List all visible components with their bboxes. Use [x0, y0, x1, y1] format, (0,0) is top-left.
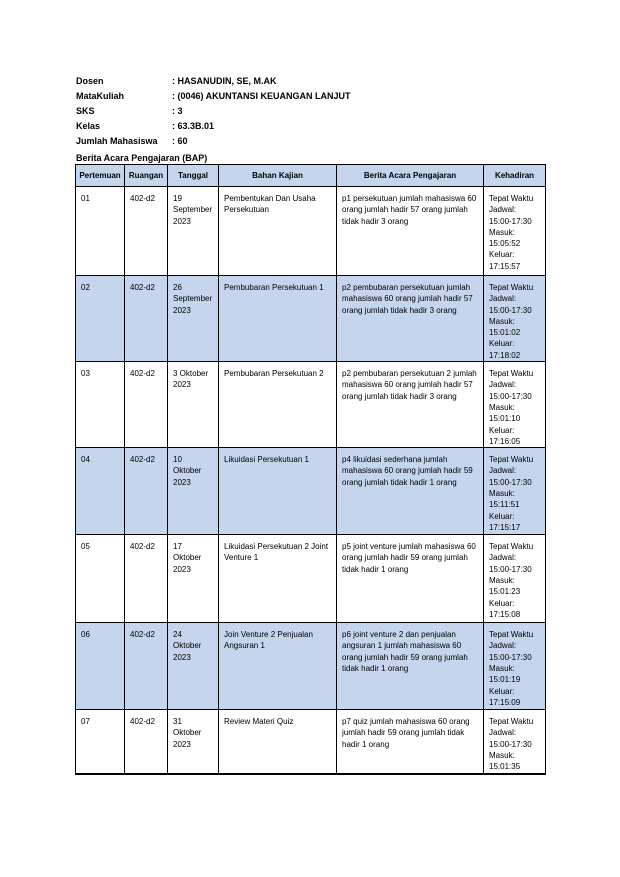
cell-tanggal: 17 Oktober 2023 [168, 535, 219, 623]
cell-bahan-kajian: Pembentukan Dan Usaha Persekutuan [219, 187, 337, 276]
cell-ruangan: 402-d2 [125, 362, 168, 448]
cell-berita-acara: p6 joint venture 2 dan penjualan angsuran 1 jumlah mahasiswa 60 orang jumlah hadir 59 orang jumlah tidak hadir 1 orang [337, 623, 484, 710]
table-row [76, 276, 546, 362]
cell-bahan-kajian: Likuidasi Persekutuan 1 [219, 448, 337, 535]
cell-berita-acara: p2 pembubaran persekutuan 2 jumlah mahasiswa 60 orang jumlah hadir 57 orang jumlah tidak hadir 3 orang [337, 362, 484, 448]
col-header-berita-acara: Berita Acara Pengajaran [337, 165, 484, 187]
cell-kehadiran: Tepat Waktu Jadwal: 15:00-17:30 Masuk: 15:01:02 Keluar: 17:18:02 [484, 276, 546, 362]
cell-kehadiran: Tepat Waktu Jadwal: 15:00-17:30 Masuk: 15:05:52 Keluar: 17:15:57 [484, 187, 546, 276]
cell-tanggal: 31 Oktober 2023 [168, 710, 219, 775]
cell-pertemuan: 03 [76, 362, 125, 448]
cell-tanggal: 19 September 2023 [168, 187, 219, 276]
cell-ruangan: 402-d2 [125, 623, 168, 710]
info-value: : (0046) AKUNTANSI KEUANGAN LANJUT [172, 91, 351, 101]
col-header-ruangan: Ruangan [125, 165, 168, 187]
cell-tanggal: 26 September 2023 [168, 276, 219, 362]
info-row-dosen [76, 74, 351, 89]
cell-berita-acara: p7 quiz jumlah mahasiswa 60 orang jumlah hadir 59 orang jumlah tidak hadir 1 orang [337, 710, 484, 775]
cell-ruangan: 402-d2 [125, 448, 168, 535]
table-row [76, 362, 546, 448]
info-row-sks [76, 104, 351, 119]
section-title: Berita Acara Pengajaran (BAP) [76, 153, 208, 163]
cell-berita-acara: p2 pembubaran persekutuan jumlah mahasiswa 60 orang jumlah hadir 57 orang jumlah tidak hadir 3 orang [337, 276, 484, 362]
table-row [76, 448, 546, 535]
cell-pertemuan: 04 [76, 448, 125, 535]
cell-bahan-kajian: Join Venture 2 Penjualan Angsuran 1 [219, 623, 337, 710]
cell-ruangan: 402-d2 [125, 187, 168, 276]
col-header-tanggal: Tanggal [168, 165, 219, 187]
info-value: : 63.3B.01 [172, 121, 215, 131]
col-header-kehadiran: Kehadiran [484, 165, 546, 187]
cell-kehadiran: Tepat Waktu Jadwal: 15:00-17:30 Masuk: 15:11:51 Keluar: 17:15:17 [484, 448, 546, 535]
info-label: MataKuliah [76, 91, 125, 101]
cell-pertemuan: 02 [76, 276, 125, 362]
cell-bahan-kajian: Review Materi Quiz [219, 710, 337, 775]
table-row [76, 623, 546, 710]
cell-tanggal: 24 Oktober 2023 [168, 623, 219, 710]
cell-ruangan: 402-d2 [125, 276, 168, 362]
info-label: SKS [76, 106, 95, 116]
table-row [76, 187, 546, 276]
cell-pertemuan: 05 [76, 535, 125, 623]
cell-pertemuan: 06 [76, 623, 125, 710]
cell-kehadiran: Tepat Waktu Jadwal: 15:00-17:30 Masuk: 15:01:35 [484, 710, 546, 775]
cell-ruangan: 402-d2 [125, 535, 168, 623]
info-label: Dosen [76, 76, 104, 86]
cell-bahan-kajian: Pembubaran Persekutuan 2 [219, 362, 337, 448]
cell-berita-acara: p1 persekutuan jumlah mahasiswa 60 orang jumlah hadir 57 orang jumlah tidak hadir 3 orang [337, 187, 484, 276]
cell-kehadiran: Tepat Waktu Jadwal: 15:00-17:30 Masuk: 15:01:19 Keluar: 17:15:09 [484, 623, 546, 710]
bap-table [75, 164, 546, 775]
cell-ruangan: 402-d2 [125, 710, 168, 775]
info-label: Jumlah Mahasiswa [76, 136, 158, 146]
info-row-kelas [76, 119, 351, 134]
cell-bahan-kajian: Likuidasi Persekutuan 2 Joint Venture 1 [219, 535, 337, 623]
table-row [76, 535, 546, 623]
info-row-matakuliah [76, 89, 351, 104]
cell-berita-acara: p4 likuidasi sederhana jumlah mahasiswa 60 orang jumlah hadir 59 orang jumlah tidak hadir 1 orang [337, 448, 484, 535]
info-value: : 3 [172, 106, 183, 116]
col-header-pertemuan: Pertemuan [76, 165, 125, 187]
cell-berita-acara: p5 joint venture jumlah mahasiswa 60 orang jumlah hadir 59 orang jumlah tidak hadir 1 orang [337, 535, 484, 623]
cell-tanggal: 3 Oktober 2023 [168, 362, 219, 448]
course-info [76, 74, 351, 149]
info-value: : HASANUDIN, SE, M.AK [172, 76, 277, 86]
table-header-row [76, 165, 546, 187]
cell-pertemuan: 07 [76, 710, 125, 775]
info-label: Kelas [76, 121, 101, 131]
cell-bahan-kajian: Pembubaran Persekutuan 1 [219, 276, 337, 362]
cell-kehadiran: Tepat Waktu Jadwal: 15:00-17:30 Masuk: 15:01:23 Keluar: 17:15:08 [484, 535, 546, 623]
col-header-bahan-kajian: Bahan Kajian [219, 165, 337, 187]
info-value: : 60 [172, 136, 188, 146]
info-row-jumlah-mahasiswa [76, 134, 351, 149]
cell-kehadiran: Tepat Waktu Jadwal: 15:00-17:30 Masuk: 15:01:10 Keluar: 17:16:05 [484, 362, 546, 448]
cell-pertemuan: 01 [76, 187, 125, 276]
table-row [76, 710, 546, 775]
cell-tanggal: 10 Oktober 2023 [168, 448, 219, 535]
